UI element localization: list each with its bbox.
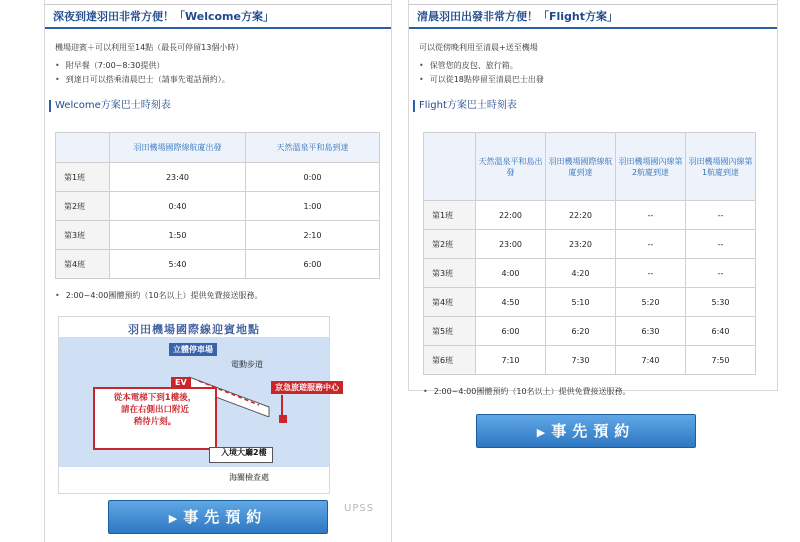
table-cell: 5:40	[110, 250, 246, 279]
table-cell: --	[686, 259, 756, 288]
map-title: 羽田機場國際線迎賓地點	[128, 323, 260, 336]
table-header-cell: 羽田機場國內線第1航廈到達	[686, 133, 756, 201]
table-row	[424, 230, 756, 259]
watermark: UPSS	[344, 503, 375, 514]
table-cell: 23:40	[110, 163, 246, 192]
table-cell: 第3班	[424, 259, 476, 288]
callout-line: 從本電梯下到1樓後，	[113, 393, 197, 403]
table-cell: 0:40	[110, 192, 246, 221]
table-row	[424, 201, 756, 230]
table-cell: 第6班	[424, 346, 476, 375]
table-cell: 2:10	[246, 221, 380, 250]
map-escalator-label: 電動步道	[231, 360, 263, 369]
map-customs-label: 海關檢查處	[229, 473, 269, 482]
welcome-plan-header	[45, 4, 391, 29]
table-cell: 6:00	[246, 250, 380, 279]
table-cell: 第3班	[56, 221, 110, 250]
table-cell: --	[616, 230, 686, 259]
table-row	[424, 346, 756, 375]
callout-line: 請在右側出口附近	[120, 405, 189, 415]
flight-timetable	[423, 132, 756, 375]
table-cell: 第4班	[56, 250, 110, 279]
table-cell: --	[686, 230, 756, 259]
welcome-plan-bullet: • 到達日可以搭乘清晨巴士（請事先電話預約）。	[55, 74, 230, 85]
flight-plan-intro: 可以從傍晚利用至清晨+送至機場	[419, 43, 538, 52]
table-cell: 5:30	[686, 288, 756, 317]
table-cell: 23:00	[476, 230, 546, 259]
table-header-cell: 羽田機場國際線航廈出發	[110, 133, 246, 163]
table-row	[424, 317, 756, 346]
table-header-cell: 羽田機場國內線第2航廈到達	[616, 133, 686, 201]
welcome-group-note: • 2:00~4:00團體預約（10名以上）提供免費接送服務。	[55, 290, 263, 301]
table-header-cell: 天然溫泉平和島出發	[476, 133, 546, 201]
table-row	[424, 288, 756, 317]
welcome-plan-intro: 機場迎賓＋可以利用至14點（最長可停留13個小時）	[55, 43, 244, 52]
flight-group-note: • 2:00~4:00團體預約（10名以上）提供免費接送服務。	[423, 386, 631, 397]
chevron-right-icon: ▶	[168, 512, 178, 525]
flight-timetable-heading: Flight方案巴士時刻表	[413, 100, 517, 112]
table-cell: --	[616, 201, 686, 230]
map-ev-label: EV	[171, 377, 191, 388]
table-cell: 6:40	[686, 317, 756, 346]
reserve-button-label: 事先預約	[183, 508, 268, 526]
table-cell: --	[686, 201, 756, 230]
table-cell: 0:00	[246, 163, 380, 192]
reserve-button-label: 事先預約	[551, 422, 636, 440]
table-cell: 7:30	[546, 346, 616, 375]
table-cell: 22:20	[546, 201, 616, 230]
table-cell: --	[616, 259, 686, 288]
table-cell: 1:00	[246, 192, 380, 221]
table-cell: 第2班	[424, 230, 476, 259]
table-header-cell	[56, 133, 110, 163]
table-cell: 第1班	[56, 163, 110, 192]
reserve-button-left[interactable]	[108, 500, 328, 534]
map-callout	[93, 387, 217, 450]
table-cell: 6:00	[476, 317, 546, 346]
table-cell: 第1班	[424, 201, 476, 230]
welcome-timetable	[55, 132, 380, 279]
table-row	[56, 221, 380, 250]
table-cell: 23:20	[546, 230, 616, 259]
flight-plan-header	[409, 4, 777, 29]
map-marker-icon	[279, 415, 287, 423]
map-parking-label: 立體停車場	[169, 343, 217, 356]
table-cell: 4:20	[546, 259, 616, 288]
welcome-plan-title: 深夜到達羽田非常方便！「Welcome方案」	[53, 10, 274, 23]
table-cell: 5:20	[616, 288, 686, 317]
table-cell: 第2班	[56, 192, 110, 221]
callout-line: 稍待片刻。	[133, 417, 177, 427]
table-header-cell	[424, 133, 476, 201]
table-cell: 7:40	[616, 346, 686, 375]
welcome-plan-bullet: • 附早餐（7:00~8:30提供）	[55, 60, 164, 71]
map-service-center-label: 京急旅遊服務中心	[271, 381, 343, 394]
table-header-cell: 天然溫泉平和島到達	[246, 133, 380, 163]
table-row	[424, 259, 756, 288]
table-cell: 1:50	[110, 221, 246, 250]
flight-plan-bullet: • 保管您的皮包、旅行箱。	[419, 60, 518, 71]
reserve-button-right[interactable]	[476, 414, 696, 448]
table-cell: 6:30	[616, 317, 686, 346]
table-header-cell: 羽田機場國際線航廈到達	[546, 133, 616, 201]
flight-plan-bullet: • 可以從18點停留至清晨巴士出發	[419, 74, 544, 85]
flight-plan-title: 清晨羽田出發非常方便！「Flight方案」	[417, 10, 619, 23]
table-cell: 第4班	[424, 288, 476, 317]
table-row	[56, 192, 380, 221]
table-cell: 6:20	[546, 317, 616, 346]
map-lobby-label: 入境大廳2樓	[221, 448, 267, 457]
arrival-meeting-map	[58, 316, 339, 494]
welcome-timetable-heading: Welcome方案巴士時刻表	[49, 100, 171, 112]
table-cell: 4:50	[476, 288, 546, 317]
table-cell: 7:10	[476, 346, 546, 375]
chevron-right-icon: ▶	[536, 426, 546, 439]
table-cell: 22:00	[476, 201, 546, 230]
table-cell: 4:00	[476, 259, 546, 288]
map-marker-line	[281, 395, 283, 417]
table-cell: 第5班	[424, 317, 476, 346]
table-cell: 7:50	[686, 346, 756, 375]
flight-plan-panel	[408, 0, 778, 396]
table-row	[56, 250, 380, 279]
table-cell: 5:10	[546, 288, 616, 317]
table-row	[56, 163, 380, 192]
